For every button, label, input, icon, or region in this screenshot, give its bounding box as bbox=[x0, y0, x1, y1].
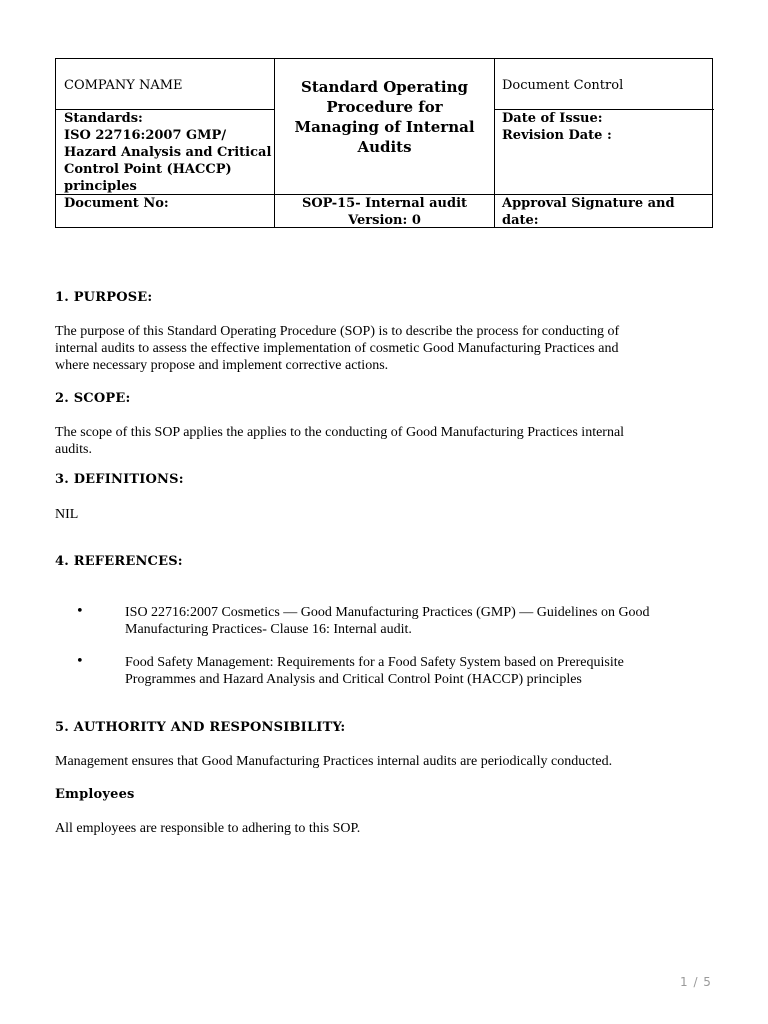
text-line: The purpose of this Standard Operating Procedure (SOP) is to describe the process for conducting of bbox=[55, 324, 620, 339]
scope-paragraph bbox=[55, 424, 713, 458]
purpose-heading: 1. PURPOSE: bbox=[55, 290, 153, 305]
sop-info bbox=[275, 195, 494, 229]
company-name: COMPANY NAME bbox=[64, 78, 183, 93]
text-line: where necessary propose and implement corrective actions. bbox=[55, 358, 389, 373]
date-of-issue: Date of Issue: bbox=[502, 111, 603, 126]
title-line: Managing of Internal bbox=[294, 118, 475, 136]
bullet-icon: • bbox=[76, 654, 84, 669]
document-control: Document Control bbox=[502, 78, 624, 93]
page-indicator: 1 / 5 bbox=[680, 975, 712, 989]
text-line: ISO 22716:2007 Cosmetics — Good Manufacturing Practices (GMP) — Guidelines on Good bbox=[125, 605, 650, 620]
document-title bbox=[275, 77, 494, 157]
authority-text: Management ensures that Good Manufacturing Practices internal audits are periodically conducted. bbox=[55, 754, 613, 769]
authority-heading: 5. AUTHORITY AND RESPONSIBILITY: bbox=[55, 720, 346, 735]
issue-dates bbox=[502, 110, 612, 144]
standards-line: principles bbox=[64, 179, 137, 194]
version: Version: 0 bbox=[348, 213, 421, 228]
standards-label: Standards: bbox=[64, 111, 143, 126]
text-line: Food Safety Management: Requirements for a Food Safety System based on Prerequisite bbox=[125, 655, 624, 670]
scope-heading: 2. SCOPE: bbox=[55, 391, 131, 406]
text-line: internal audits to assess the effective implementation of cosmetic Good Manufacturing Practices and bbox=[55, 341, 619, 356]
header-table bbox=[55, 58, 713, 228]
document-no: Document No: bbox=[64, 196, 169, 211]
title-line: Standard Operating bbox=[301, 78, 468, 96]
bullet-icon: • bbox=[76, 604, 84, 619]
standards-line: Hazard Analysis and Critical bbox=[64, 145, 272, 160]
revision-date: Revision Date : bbox=[502, 128, 612, 143]
text-line: The scope of this SOP applies the applies to the conducting of Good Manufacturing Practices internal bbox=[55, 425, 625, 440]
employees-heading: Employees bbox=[55, 787, 135, 802]
reference-item bbox=[125, 654, 725, 688]
reference-item bbox=[125, 604, 725, 638]
approval-signature: Approval Signature and date: bbox=[502, 196, 675, 228]
employees-text: All employees are responsible to adhering to this SOP. bbox=[55, 821, 361, 836]
sop-number: SOP-15- Internal audit bbox=[301, 196, 468, 211]
standards-line: ISO 22716:2007 GMP/ bbox=[64, 128, 227, 143]
table-divider bbox=[494, 59, 495, 227]
standards-line: Control Point (HACCP) bbox=[64, 162, 232, 177]
definitions-text: NIL bbox=[55, 507, 79, 522]
title-line: Procedure for bbox=[326, 98, 443, 116]
definitions-heading: 3. DEFINITIONS: bbox=[55, 472, 184, 487]
title-line: Audits bbox=[357, 138, 412, 156]
text-line: audits. bbox=[55, 442, 92, 457]
purpose-paragraph bbox=[55, 323, 713, 374]
references-heading: 4. REFERENCES: bbox=[55, 554, 183, 569]
text-line: Programmes and Hazard Analysis and Critical Control Point (HACCP) principles bbox=[125, 672, 582, 687]
standards-block bbox=[64, 110, 271, 195]
text-line: Manufacturing Practices- Clause 16: Internal audit. bbox=[125, 622, 412, 637]
